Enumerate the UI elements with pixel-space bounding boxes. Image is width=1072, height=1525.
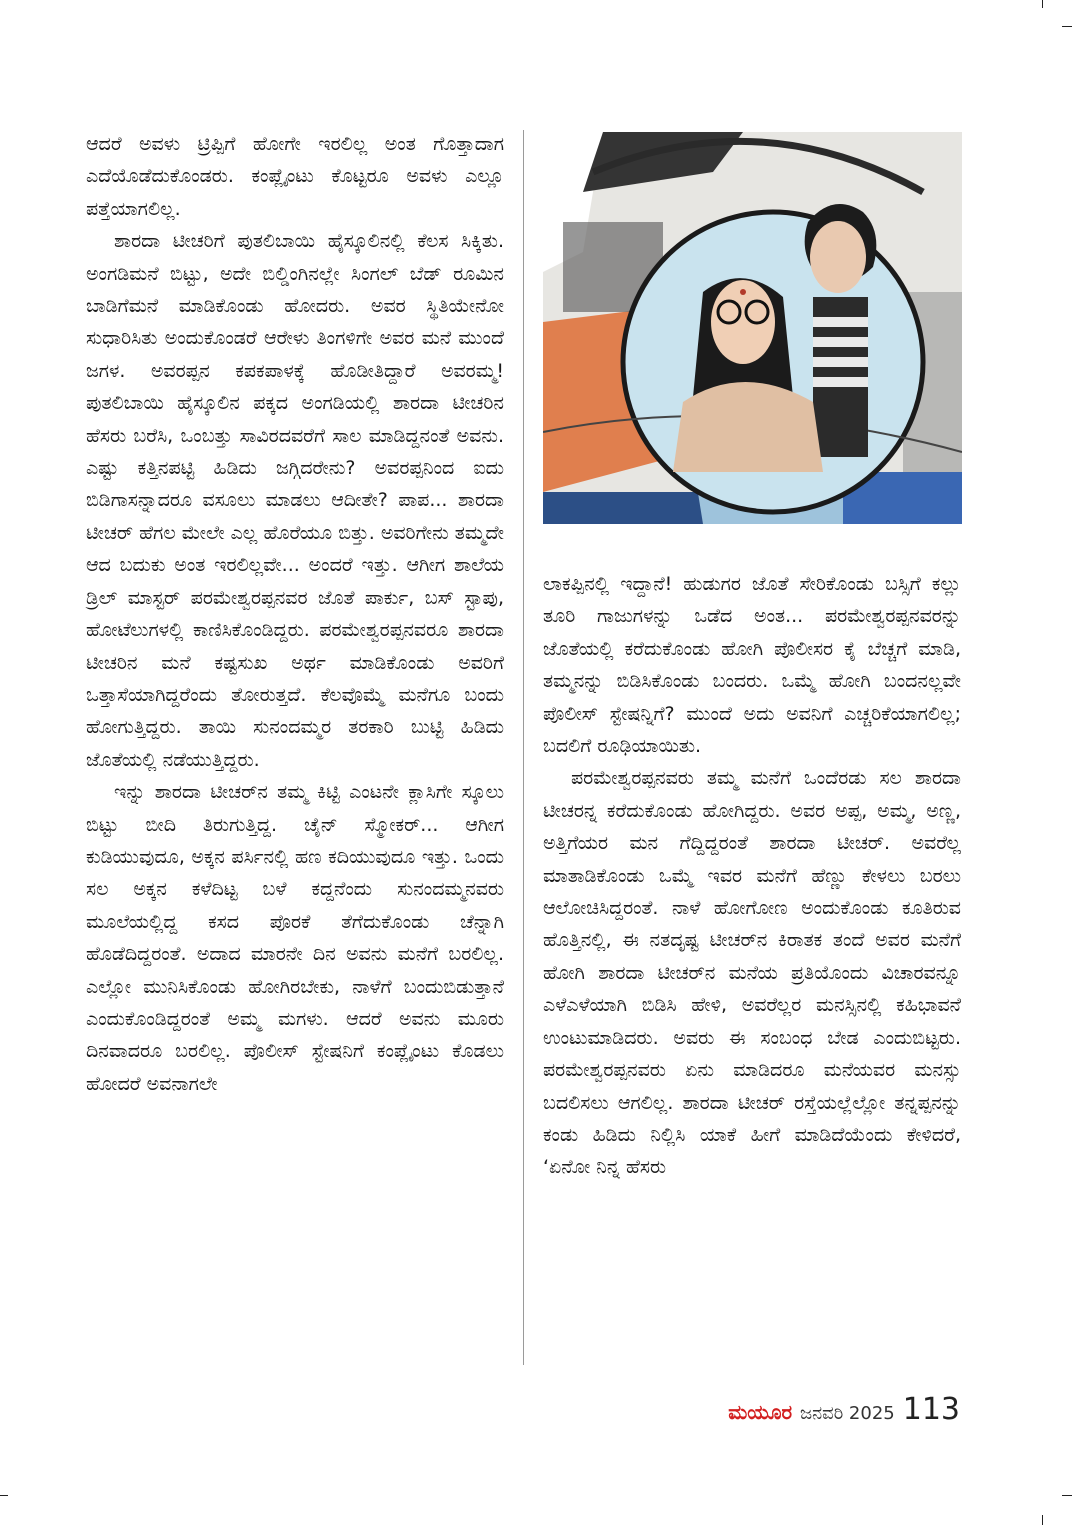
column-divider — [523, 130, 524, 1365]
article-right-column — [543, 568, 961, 1184]
paragraph: ಶಾರದಾ ಟೀಚರಿಗೆ ಪುತಲಿಬಾಯಿ ಹೈಸ್ಕೂಲಿನಲ್ಲಿ ಕೆಲಸ ಸಿಕ್ಕಿತು. ಅಂಗಡಿಮನೆ ಬಿಟ್ಟು, ಅದೇ ಬಿಲ್ಡಿಂಗಿನಲ್ಲೇ ಸಿಂಗಲ್ ಬೆಡ್ ರೂಮಿನ ಬಾಡಿಗೆಮನೆ ಮಾಡಿಕೊಂಡು ಹೋದರು. ಅವರ ಸ್ಥಿತಿಯೇನೋ ಸುಧಾರಿಸಿತು ಅಂದುಕೊಂಡರೆ ಆರೇಳು ತಿಂಗಳಿಗೇ ಅವರ ಮನೆ ಮುಂದೆ ಜಗಳ. ಅವರಪ್ಪನ ಕಪಕಪಾಳಕ್ಕೆ ಹೊಡೀತಿದ್ದಾರೆ ಅವರಮ್ಮ! ಪುತಲಿಬಾಯಿ ಹೈಸ್ಕೂಲಿನ ಪಕ್ಕದ ಅಂಗಡಿಯಲ್ಲಿ ಶಾರದಾ ಟೀಚರಿನ ಹೆಸರು ಬರೆಸಿ, ಒಂಬತ್ತು ಸಾವಿರದವರೆಗೆ ಸಾಲ ಮಾಡಿದ್ದನಂತೆ ಅವನು. ಎಷ್ಟು ಕತ್ತಿನಪಟ್ಟಿ ಹಿಡಿದು ಜಗ್ಗಿದರೇನು? ಅವರಪ್ಪನಿಂದ ಐದು ಬಿಡಿಗಾಸನ್ನಾದರೂ ವಸೂಲು ಮಾಡಲು ಆದೀತೇ? ಪಾಪ... ಶಾರದಾ ಟೀಚರ್ ಹೆಗಲ ಮೇಲೇ ಎಲ್ಲ ಹೊರೆಯೂ ಬಿತ್ತು. ಅವರಿಗೇನು ತಮ್ಮದೇ ಆದ ಬದುಕು ಅಂತ ಇರಲಿಲ್ಲವೇ... ಅಂದರೆ ಇತ್ತು. ಆಗೀಗ ಶಾಲೆಯ ಡ್ರಿಲ್ ಮಾಸ್ಟರ್ ಪರಮೇಶ್ವರಪ್ಪನವರ ಜೊತೆ ಪಾರ್ಕು, ಬಸ್ ಸ್ಟಾಪು, ಹೋಟೆಲುಗಳಲ್ಲಿ ಕಾಣಿಸಿಕೊಂಡಿದ್ದರು. ಪರಮೇಶ್ವರಪ್ಪನವರೂ ಶಾರದಾ ಟೀಚರಿನ ಮನೆ ಕಷ್ಟಸುಖ ಅರ್ಥ ಮಾಡಿಕೊಂಡು ಅವರಿಗೆ ಒತ್ತಾಸೆಯಾಗಿದ್ದರೆಂದು ತೋರುತ್ತದೆ. ಕೆಲವೊಮ್ಮೆ ಮನೆಗೂ ಬಂದು ಹೋಗುತ್ತಿದ್ದರು. ತಾಯಿ ಸುನಂದಮ್ಮರ ತರಕಾರಿ ಬುಟ್ಟಿ ಹಿಡಿದು ಜೊತೆಯಲ್ಲಿ ನಡೆಯುತ್ತಿದ್ದರು. — [86, 230, 504, 771]
magazine-logo: ಮಯೂರ — [728, 1400, 793, 1424]
paragraph: ಆದರೆ ಅವಳು ಟ್ರಿಪ್ಪಿಗೆ ಹೋಗೇ ಇರಲಿಲ್ಲ ಅಂತ ಗೊತ್ತಾದಾಗ ಎದೆಯೊಡೆದುಕೊಂಡರು. ಕಂಪ್ಲೈಂಟು ಕೊಟ್ಟರೂ ಅವಳು ಎಲ್ಲೂ ಪತ್ತೆಯಾಗಲಿಲ್ಲ. — [86, 133, 504, 220]
paragraph: ಪರಮೇಶ್ವರಪ್ಪನವರು ತಮ್ಮ ಮನೆಗೆ ಒಂದೆರಡು ಸಲ ಶಾರದಾ ಟೀಚರನ್ನ ಕರೆದುಕೊಂಡು ಹೋಗಿದ್ದರು. ಅವರ ಅಪ್ಪ, ಅಮ್ಮ, ಅಣ್ಣ, ಅತ್ತಿಗೆಯರ ಮನ ಗೆದ್ದಿದ್ದರಂತೆ ಶಾರದಾ ಟೀಚರ್. ಅವರೆಲ್ಲ ಮಾತಾಡಿಕೊಂಡು ಒಮ್ಮೆ ಇವರ ಮನೆಗೆ ಹೆಣ್ಣು ಕೇಳಲು ಬರಲು ಆಲೋಚಿಸಿದ್ದರಂತೆ. ನಾಳೆ ಹೋಗೋಣ ಅಂದುಕೊಂಡು ಕೂತಿರುವ ಹೊತ್ತಿನಲ್ಲಿ, ಈ ನತದೃಷ್ಟ ಟೀಚರ್‌ನ ಕಿರಾತಕ ತಂದೆ ಅವರ ಮನೆಗೆ ಹೋಗಿ ಶಾರದಾ ಟೀಚರ್‌ನ ಮನೆಯ ಪ್ರತಿಯೊಂದು ವಿಚಾರವನ್ನೂ ಎಳೆಎಳೆಯಾಗಿ ಬಿಡಿಸಿ ಹೇಳಿ, ಅವರೆಲ್ಲರ ಮನಸ್ಸಿನಲ್ಲಿ ಕಹಿಭಾವನೆ ಉಂಟುಮಾಡಿದರು. ಅವರು ಈ ಸಂಬಂಧ ಬೇಡ ಎಂದುಬಿಟ್ಟರು. ಪರಮೇಶ್ವರಪ್ಪನವರು ಏನು ಮಾಡಿದರೂ ಮನೆಯವರ ಮನಸ್ಸು ಬದಲಿಸಲು ಆಗಲಿಲ್ಲ. ಶಾರದಾ ಟೀಚರ್ ರಸ್ತೆಯಲ್ಲೆಲ್ಲೋ ತನ್ನಪ್ಪನನ್ನು ಕಂಡು ಹಿಡಿದು ನಿಲ್ಲಿಸಿ ಯಾಕೆ ಹೀಗೆ ಮಾಡಿದೆಯೆಂದು ಕೇಳಿದರೆ, ‘ಏನೋ ನಿನ್ನ ಹೆಸರು — [543, 767, 961, 1179]
crop-mark — [1062, 1495, 1072, 1496]
crop-mark — [1042, 1515, 1043, 1525]
page-footer — [728, 1392, 960, 1427]
crop-mark — [1062, 26, 1072, 27]
crop-mark — [1042, 0, 1043, 8]
issue-date: ಜನವರಿ 2025 — [800, 1403, 895, 1424]
story-illustration — [543, 132, 962, 524]
crop-mark — [0, 1495, 8, 1496]
page-number: 113 — [902, 1392, 960, 1427]
paragraph: ಇನ್ನು ಶಾರದಾ ಟೀಚರ್‌ನ ತಮ್ಮ ಕಿಟ್ಟಿ ಎಂಟನೇ ಕ್ಲಾಸಿಗೇ ಸ್ಕೂಲು ಬಿಟ್ಟು ಬೀದಿ ತಿರುಗುತ್ತಿದ್ದ. ಚೈನ್ ಸ್ಮೋಕರ್... ಆಗೀಗ ಕುಡಿಯುವುದೂ, ಅಕ್ಕನ ಪರ್ಸಿನಲ್ಲಿ ಹಣ ಕದಿಯುವುದೂ ಇತ್ತು. ಒಂದು ಸಲ ಅಕ್ಕನ ಕಳೆದಿಟ್ಟ ಬಳೆ ಕದ್ದನೆಂದು ಸುನಂದಮ್ಮನವರು ಮೂಲೆಯಲ್ಲಿದ್ದ ಕಸದ ಪೊರಕೆ ತೆಗೆದುಕೊಂಡು ಚೆನ್ನಾಗಿ ಹೊಡೆದಿದ್ದರಂತೆ. ಅದಾದ ಮಾರನೇ ದಿನ ಅವನು ಮನೆಗೆ ಬರಲಿಲ್ಲ. ಎಲ್ಲೋ ಮುನಿಸಿಕೊಂಡು ಹೋಗಿರಬೇಕು, ನಾಳೆಗೆ ಬಂದುಬಿಡುತ್ತಾನೆ ಎಂದುಕೊಂಡಿದ್ದರಂತೆ ಅಮ್ಮ ಮಗಳು. ಆದರೆ ಅವನು ಮೂರು ದಿನವಾದರೂ ಬರಲಿಲ್ಲ. ಪೊಲೀಸ್ ಸ್ಟೇಷನಿಗೆ ಕಂಪ್ಲೈಂಟು ಕೊಡಲು ಹೋದರೆ ಅವನಾಗಲೇ — [86, 781, 504, 1095]
paragraph: ಲಾಕಪ್ಪಿನಲ್ಲಿ ಇದ್ದಾನೆ! ಹುಡುಗರ ಜೊತೆ ಸೇರಿಕೊಂಡು ಬಸ್ಸಿಗೆ ಕಲ್ಲು ತೂರಿ ಗಾಜುಗಳನ್ನು ಒಡೆದ ಅಂತ... ಪರಮೇಶ್ವರಪ್ಪನವರನ್ನು ಜೊತೆಯಲ್ಲಿ ಕರೆದುಕೊಂಡು ಹೋಗಿ ಪೊಲೀಸರ ಕೈ ಬೆಚ್ಚಗೆ ಮಾಡಿ, ತಮ್ಮನನ್ನು ಬಿಡಿಸಿಕೊಂಡು ಬಂದರು. ಒಮ್ಮೆ ಹೋಗಿ ಬಂದನಲ್ಲವೇ ಪೊಲೀಸ್ ಸ್ಟೇಷನ್ನಿಗೆ? ಮುಂದೆ ಅದು ಅವನಿಗೆ ಎಚ್ಚರಿಕೆಯಾಗಲಿಲ್ಲ; ಬದಲಿಗೆ ರೂಢಿಯಾಯಿತು. — [543, 573, 961, 758]
article-left-column — [86, 128, 504, 1100]
